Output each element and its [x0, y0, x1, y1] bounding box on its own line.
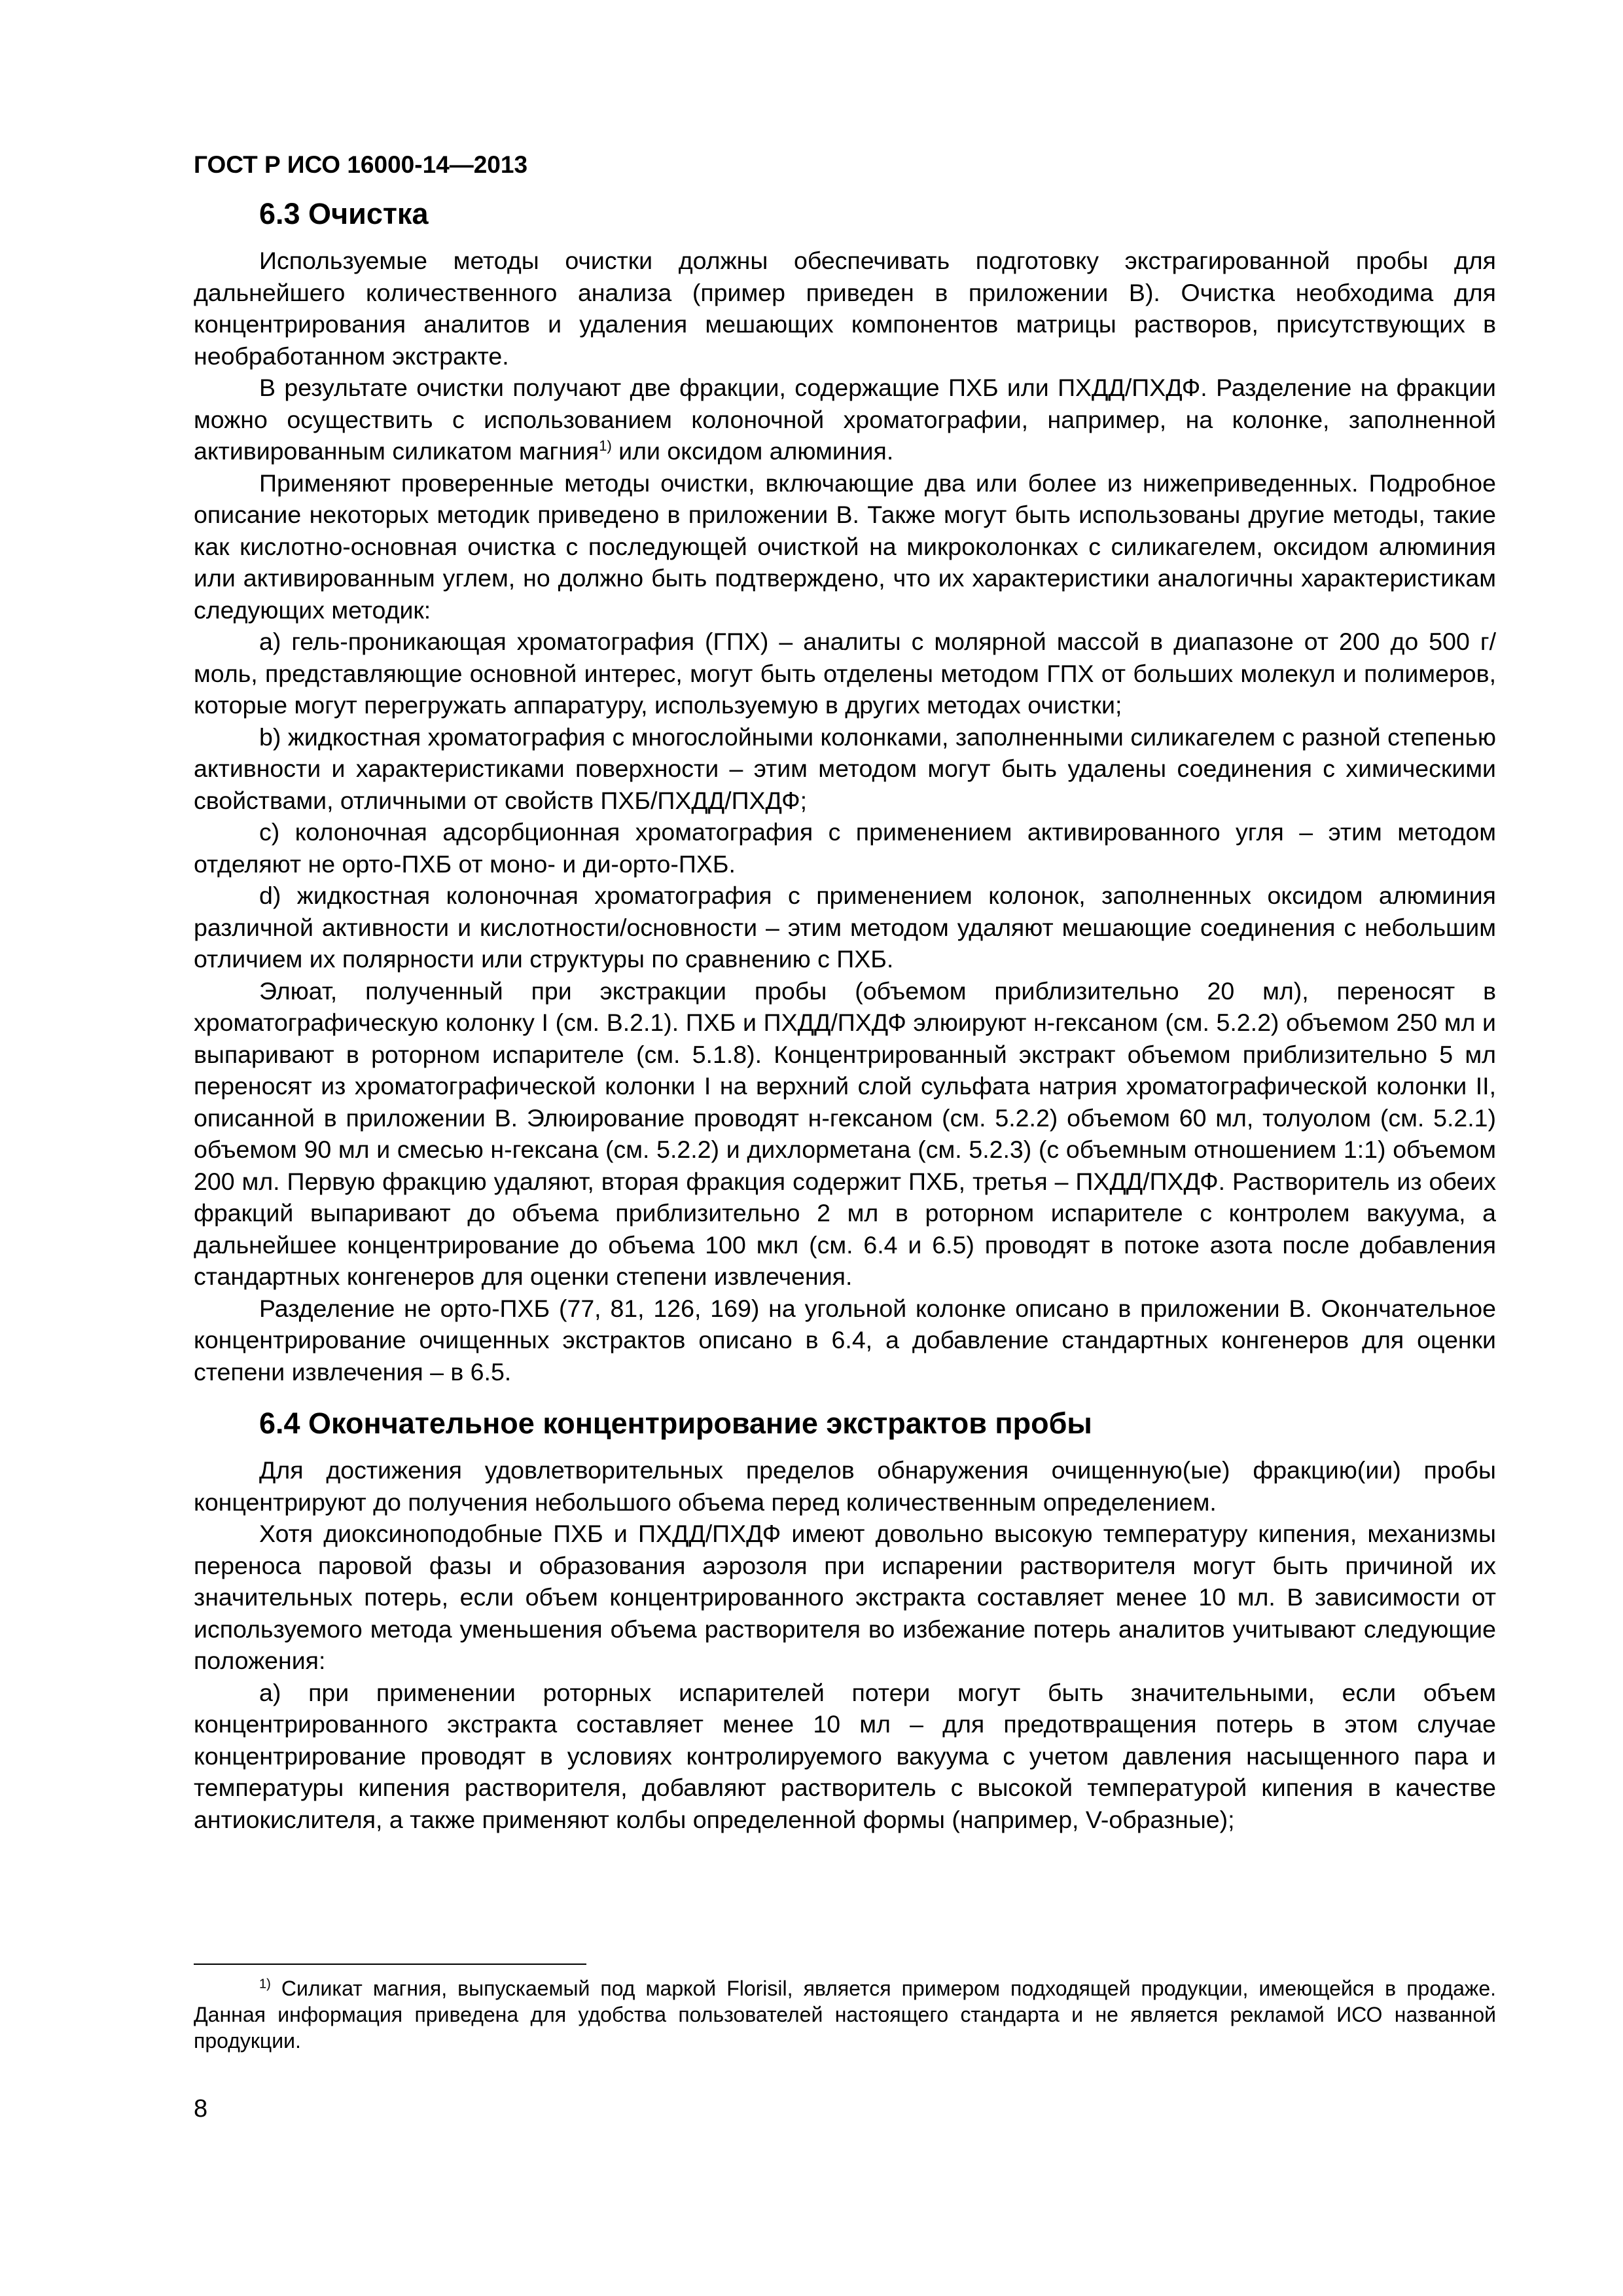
- section-6-3-paragraph-1: Используемые методы очистки должны обеспечивать подготовку экстрагированной пробы для дальнейшего количественного анализа (пример приведен в приложении В). Очистка необходима для концентрирования аналитов и удаления мешающих компонентов матрицы растворов, присутствующих в необработанном экстракте.: [194, 247, 1496, 370]
- document-page: [194, 151, 1496, 1835]
- section-6-3-paragraph-2: [194, 372, 1496, 467]
- list-item-b: b) жидкостная хроматография с многослойными колонками, заполненными силикагелем с разной степенью активности и характеристиками поверхности – этим методом могут быть удалены соединения с химическими свойствами, отличными от свойств ПХБ/ПХДД/ПХДФ;: [194, 723, 1496, 814]
- section-6-3-paragraph-3: Применяют проверенные методы очистки, включающие два или более из нижеприведенных. Подробное описание некоторых методик приведено в приложении В. Также могут быть использованы другие методы, такие как кислотно-основная очистка с последующей очисткой на микроколонках с силикагелем, оксидом алюминия или активированным углем, но должно быть подтверждено, что их характеристики аналогичны характеристикам следующих методик:: [194, 469, 1496, 624]
- list-item-d: d) жидкостная колоночная хроматография с применением колонок, заполненных оксидом алюминия различной активности и кислотности/основности – этим методом удаляют мешающие соединения с небольшим отличием их полярности или структуры по сравнению с ПХБ.: [194, 882, 1496, 973]
- section-6-3-paragraph-4: Элюат, полученный при экстракции пробы (объемом приблизительно 20 мл), переносят в хроматографическую колонку I (см. В.2.1). ПХБ и ПХДД/ПХДФ элюируют н-гексаном (см. 5.2.2) объемом 250 мл и выпаривают в роторном испарителе (см. 5.1.8). Концентрированный экстракт объемом приблизительно 5 мл переносят из хроматографической колонки I на верхний слой сульфата натрия хроматографической колонки II, описанной в приложении В. Элюирование проводят н-гексаном (см. 5.2.2) объемом 60 мл, толуолом (см. 5.2.1) объемом 90 мл и смесью н-гексана (см. 5.2.2) и дихлорметана (см. 5.2.3) (с объемным отношением 1:1) объемом 200 мл. Первую фракцию удаляют, вторая фракция содержит ПХБ, третья – ПХДД/ПХДФ. Растворитель из обеих фракций выпаривают до объема приблизительно 2 мл в роторном испарителе с контролем вакуума, а дальнейшее концентрирование до объема 100 мкл (см. 6.4 и 6.5) проводят в потоке азота после добавления стандартных конгенеров для оценки степени извлечения.: [194, 977, 1496, 1290]
- list-item-a: a) гель-проникающая хроматография (ГПХ) – аналиты с молярной массой в диапазоне от 200 до 500 г/моль, представляющие основной интерес, могут быть отделены методом ГПХ от больших молекул и полимеров, которые могут перегружать аппаратуру, используемую в других методах очистки;: [194, 628, 1496, 719]
- footnote-separator: [194, 1964, 586, 1965]
- section-6-4-title: 6.4 Окончательное концентрирование экстрактов пробы: [259, 1407, 1092, 1440]
- section-6-3-paragraph-5: Разделение не орто-ПХБ (77, 81, 126, 169) на угольной колонке описано в приложении В. Окончательное концентрирование очищенных экстрактов описано в 6.4, а добавление стандартных конгенеров для оценки степени извлечения – в 6.5.: [194, 1294, 1496, 1386]
- footnote-reference[interactable]: 1): [599, 437, 612, 454]
- list-item-c: c) колоночная адсорбционная хроматография с применением активированного угля – этим методом отделяют не орто-ПХБ от моно- и ди-орто-ПХБ.: [194, 818, 1496, 878]
- paragraph-2-text-before: В результате очистки получают две фракции, содержащие ПХБ или ПХДД/ПХДФ. Разделение на фракции можно осуществить с использованием колоночной хроматографии, например, на колонке, заполненной активированным силикатом магния: [194, 374, 1496, 465]
- section-6-4-list-item-a: a) при применении роторных испарителей потери могут быть значительными, если объем концентрированного экстракта составляет менее 10 мл – для предотвращения потерь в этом случае концентрирование проводят в условиях контролируемого вакуума с учетом давления насыщенного пара и температуры кипения растворителя, добавляют растворитель с высокой температурой кипения в качестве антиокислителя, а также применяют колбы определенной формы (например, V-образные);: [194, 1678, 1496, 1833]
- page-number: 8: [194, 2095, 208, 2123]
- section-6-3-title: 6.3 Очистка: [259, 197, 429, 230]
- footnote-marker: 1): [259, 1977, 271, 1992]
- section-6-4-paragraph-2: Хотя диоксиноподобные ПХБ и ПХДД/ПХДФ имеют довольно высокую температуру кипения, механизмы переноса паровой фазы и образования аэрозоля при испарении растворителя могут быть причиной их значительных потерь, если объем концентрированного экстракта составляет менее 10 мл. В зависимости от используемого метода уменьшения объема растворителя во избежание потерь аналитов учитывают следующие положения:: [194, 1520, 1496, 1674]
- document-code-header: ГОСТ Р ИСО 16000-14—2013: [194, 151, 528, 178]
- section-6-4-paragraph-1: Для достижения удовлетворительных пределов обнаружения очищенную(ые) фракцию(ии) пробы концентрируют до получения небольшого объема перед количественным определением.: [194, 1456, 1496, 1516]
- footnote: [194, 1975, 1496, 2054]
- footnote-text: Силикат магния, выпускаемый под маркой Florisil, является примером подходящей продукции, имеющейся в продаже. Данная информация приведена для удобства пользователей настоящего стандарта и не является рекламой ИСО названной продукции.: [194, 1977, 1496, 2053]
- paragraph-2-text-after: или оксидом алюминия.: [611, 437, 894, 465]
